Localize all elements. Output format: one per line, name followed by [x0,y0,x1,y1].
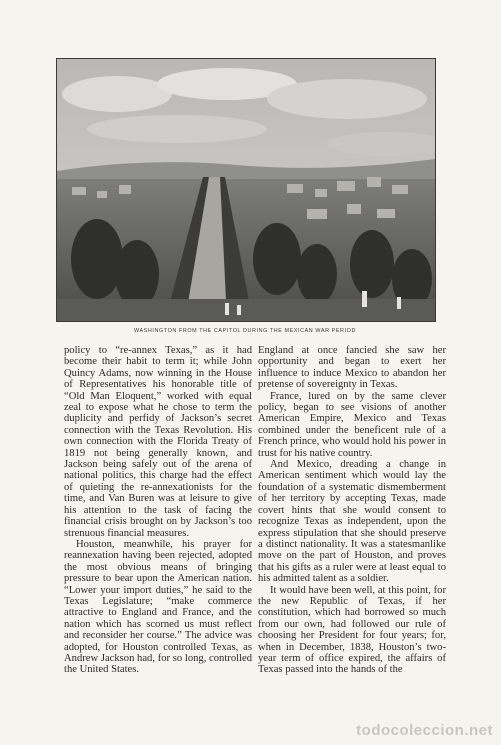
engraving-cityscape-icon [57,59,435,321]
paragraph: It would have been well, at this point, for the new Republic of Texas, if her constitution, which had borrowed so much from our own, had followed our rule of choosing her President for four years; for, when in December, 1838, Houston’s two-year term of office expired, the affairs of Texas passed into the hands of the [258,584,446,676]
image-caption: WASHINGTON FROM THE CAPITOL DURING THE MEXICAN WAR PERIOD [134,328,356,334]
text-column-left [64,345,252,676]
watermark: todocoleccion.net [356,722,493,739]
paragraph: policy to “re-annex Texas,” as it had become their habit to term it; while John Quincy Adams, now winning in the House of Representatives his honorable title of “Old Man Eloquent,” worked with equal zeal to expose what he chose to term the duplicity and perfidy of Jackson’s secret connection with the Texas Revolution. His own connection with the Florida Treaty of 1819 not being generally known, and Jackson being safely out of the arena of national politics, this charge had the effect of quieting the re-annexationists for the time, and Van Buren was at leisure to give his attention to the task of facing the financial crisis brought on by Jackson’s too strenuous financial measures. [64,345,252,539]
paragraph: And Mexico, dreading a change in American sentiment which would lay the foundation of a systematic dismemberment of her territory by accepting Texas, made covert hints that she would consent to recognize Texas as independent, upon the express stipulation that she should preserve a distinct nationality. It was a statesmanlike move on the part of Houston, and proves that his gifts as a ruler were at least equal to his admitted talent as a soldier. [258,459,446,585]
paragraph: England at once fancied she saw her opportunity and began to exert her influence to induce Mexico to abandon her pretense of sovereignty in Texas. [258,345,446,391]
text-column-right [258,345,446,676]
paragraph: Houston, meanwhile, his prayer for reannexation having been rejected, adopted the most obvious means of bringing pressure to bear upon the American nation. “Lower your import duties,” he said to the Texas Legislature; “make commerce attractive to England and France, and the nation which has scorned us must reflect and reconsider her course.” The advice was adopted, for Houston controlled Texas, as Andrew Jackson had, for so long, controlled the United States. [64,538,252,676]
paragraph: France, lured on by the same clever policy, began to see visions of another American Empire, Mexico and Texas combined under the beneficent rule of a French prince, who would hold his power in trust for his native country. [258,390,446,459]
engraving-image [56,58,436,322]
